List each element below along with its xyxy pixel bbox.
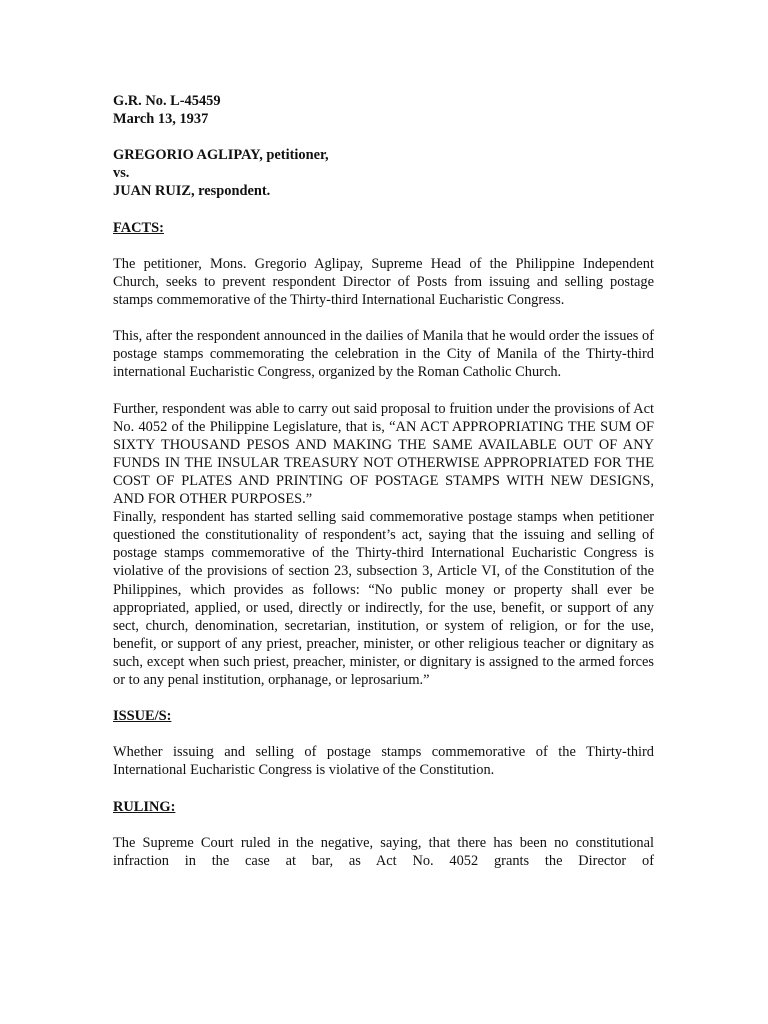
petitioner-line: GREGORIO AGLIPAY, petitioner, <box>113 147 329 164</box>
facts-paragraph-3: Further, respondent was able to carry out said proposal to fruition under the provisions of Act No. 4052 of the Philippine Legislature, that is, “AN ACT APPROPRIATING THE SUM OF SIXTY THOUSAND PESOS AND MAKING THE SAME AVAILABLE OUT OF ANY FUNDS IN THE INSULAR TREASURY NOT OTHERWISE APPROPRIATED FOR THE COST OF PLATES AND PRINTING OF POSTAGE STAMPS WITH NEW DESIGNS, AND FOR OTHER PURPOSES.” <box>113 400 654 508</box>
ruling-text: The Supreme Court ruled in the negative, saying, that there has been no constitutional infraction in the case at bar, as Act No. 4052 grants the Director of <box>113 834 654 869</box>
facts-paragraph-4: Finally, respondent has started selling said commemorative postage stamps when petitioner questioned the constitutionality of respondent’s act, saying that the issuing and selling of postage stamps commemorative of the Thirty-third International Eucharistic Congress is violative of the provisions of section 23, subsection 3, Article VI, of the Constitution of the Philippines, which provides as follows: “No public money or property shall ever be appropriated, applied, or used, directly or indirectly, for the use, benefit, or support of any sect, church, denomination, secretarian, institution, or system of religion, or for the use, benefit, or support of any priest, preacher, minister, or other religious teacher or dignitary as such, except when such priest, preacher, minister, or dignitary is assigned to the armed forces or to any penal institution, orphanage, or leprosarium.” <box>113 509 654 688</box>
facts-paragraph-2: This, after the respondent announced in the dailies of Manila that he would order the issues of postage stamps commemorating the celebration in the City of Manila of the Thirty-third international Eucharistic Congress, organized by the Roman Catholic Church. <box>113 328 654 381</box>
issue-text: Whether issuing and selling of postage stamps commemorative of the Thirty-third International Eucharistic Congress is violative of the Constitution. <box>113 744 654 779</box>
facts-heading: FACTS: <box>113 219 164 236</box>
case-number: G.R. No. L-45459 <box>113 93 221 109</box>
ruling-heading: RULING: <box>113 798 176 815</box>
document-page <box>113 92 654 870</box>
case-date: March 13, 1937 <box>113 111 209 128</box>
issue-heading: ISSUE/S: <box>113 708 172 725</box>
facts-paragraph-1: The petitioner, Mons. Gregorio Aglipay, Supreme Head of the Philippine Independent Church, seeks to prevent respondent Director of Posts from issuing and selling postage stamps commemorative of the Thirty-third International Eucharistic Congress. <box>113 255 654 309</box>
versus-line: vs. <box>113 165 130 182</box>
respondent-line: JUAN RUIZ, respondent. <box>113 183 271 200</box>
